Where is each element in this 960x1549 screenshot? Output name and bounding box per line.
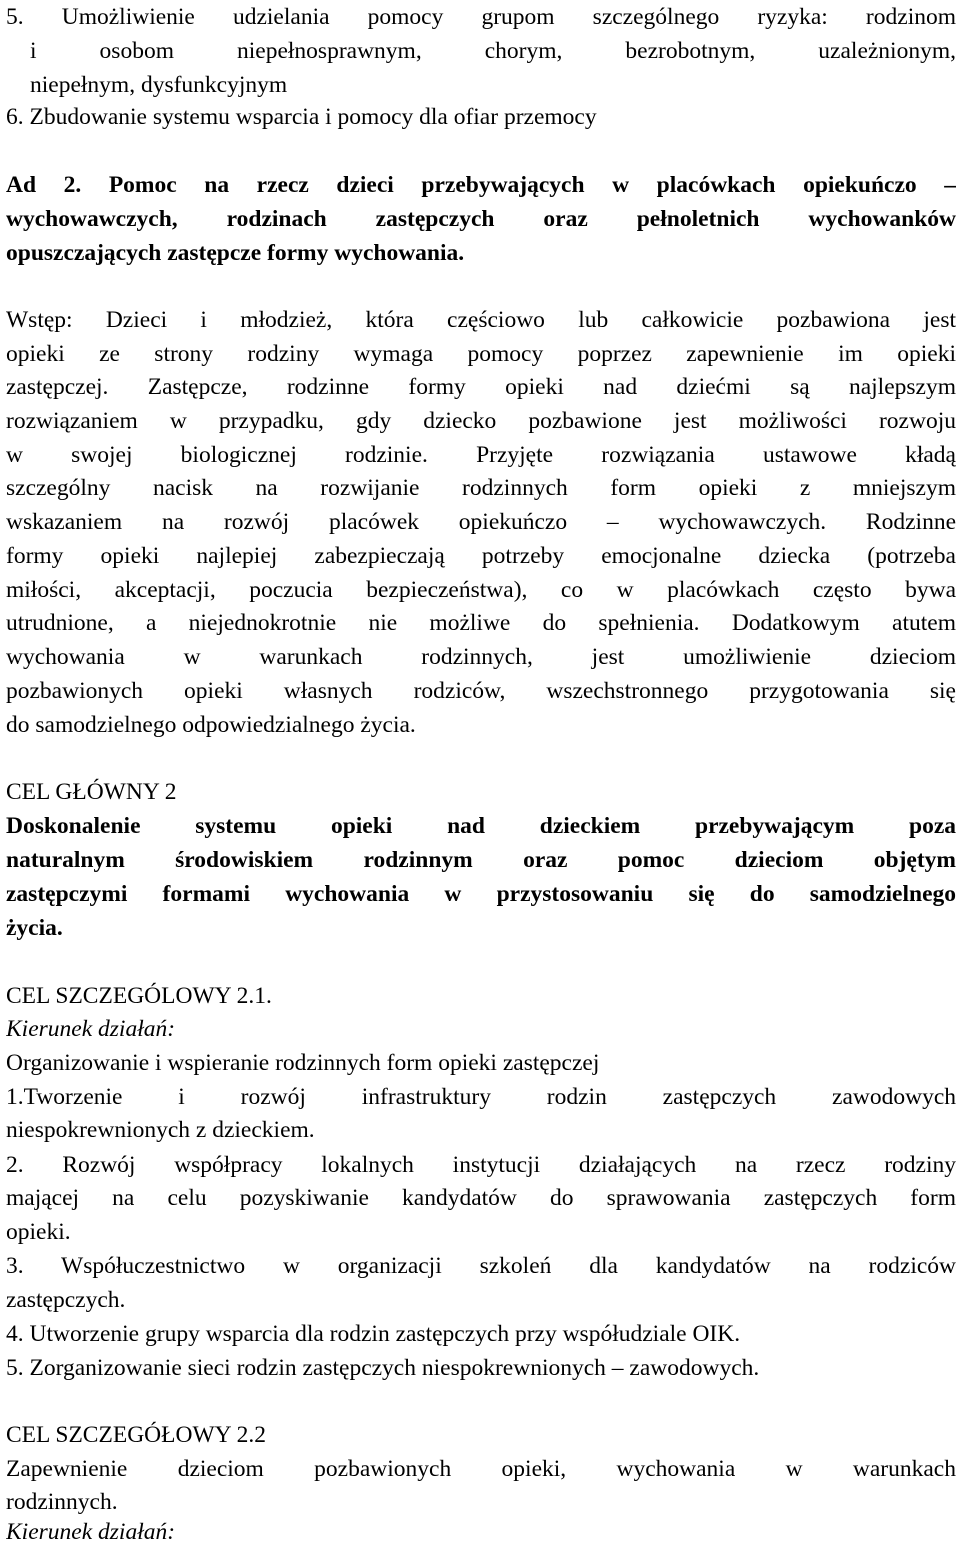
- goal-2-2-title: CEL SZCZEGÓŁOWY 2.2: [6, 1422, 266, 1448]
- goal-2-2-line-2: rodzinnych.: [6, 1489, 118, 1515]
- main-goal-line-1: Doskonalenie systemu opieki nad dzieckiem przebywającym poza: [6, 813, 956, 839]
- goal-2-2-direction-label: Kierunek działań:: [6, 1519, 176, 1545]
- list-item-5-line-3: niepełnym, dysfunkcyjnym: [30, 72, 288, 98]
- goal-2-1-line-1: Organizowanie i wspieranie rodzinnych form opieki zastępczej: [6, 1050, 600, 1076]
- intro-line-7: wskazaniem na rozwój placówek opiekuńczo – wychowawczych. Rodzinne: [6, 509, 956, 535]
- goal-2-1-line-7: 3. Współuczestnictwo w organizacji szkoleń dla kandydatów na rodziców: [6, 1253, 956, 1279]
- list-item-5-line-2: i osobom niepełnosprawnym, chorym, bezrobotnym, uzależnionym,: [30, 38, 956, 64]
- goal-2-1-line-2: 1.Tworzenie i rozwój infrastruktury rodzin zastępczych zawodowych: [6, 1084, 956, 1110]
- intro-line-4: rozwiązaniem w przypadku, gdy dziecko pozbawione jest możliwości rozwoju: [6, 408, 956, 434]
- main-goal-line-3: zastępczymi formami wychowania w przystosowaniu się do samodzielnego: [6, 881, 956, 907]
- ad2-heading-line-1: Ad 2. Pomoc na rzecz dzieci przebywających w placówkach opiekuńczo –: [6, 172, 956, 198]
- intro-line-8: formy opieki najlepiej zabezpieczają potrzeby emocjonalne dziecka (potrzeba: [6, 543, 956, 569]
- goal-2-1-line-3: niespokrewnionych z dzieckiem.: [6, 1117, 315, 1143]
- ad2-heading-line-2: wychowawczych, rodzinach zastępczych oraz pełnoletnich wychowanków: [6, 206, 956, 232]
- ad2-heading-line-3: opuszczających zastępcze formy wychowania.: [6, 240, 465, 266]
- intro-line-6: szczególny nacisk na rozwijanie rodzinnych form opieki z mniejszym: [6, 475, 956, 501]
- goal-2-1-line-8: zastępczych.: [6, 1287, 126, 1313]
- intro-line-1: Wstęp: Dzieci i młodzież, która częściowo lub całkowicie pozbawiona jest: [6, 307, 956, 333]
- intro-line-5: w swojej biologicznej rodzinie. Przyjęte rozwiązania ustawowe kładą: [6, 442, 956, 468]
- intro-line-13: do samodzielnego odpowiedzialnego życia.: [6, 712, 416, 738]
- goal-2-1-line-10: 5. Zorganizowanie sieci rodzin zastępczych niespokrewnionych – zawodowych.: [6, 1355, 760, 1381]
- main-goal-line-2: naturalnym środowiskiem rodzinnym oraz pomoc dzieciom objętym: [6, 847, 956, 873]
- intro-line-10: utrudnione, a niejednokrotnie nie możliwe do spełnienia. Dodatkowym atutem: [6, 610, 956, 636]
- goal-2-1-line-6: opieki.: [6, 1219, 71, 1245]
- list-item-5-line-1: 5. Umożliwienie udzielania pomocy grupom szczególnego ryzyka: rodzinom: [6, 4, 956, 30]
- goal-2-2-line-1: Zapewnienie dzieciom pozbawionych opieki, wychowania w warunkach: [6, 1456, 956, 1482]
- main-goal-line-4: życia.: [6, 915, 63, 941]
- intro-line-3: zastępczej. Zastępcze, rodzinne formy opieki nad dziećmi są najlepszym: [6, 374, 956, 400]
- intro-line-9: miłości, akceptacji, poczucia bezpieczeństwa), co w placówkach często bywa: [6, 577, 956, 603]
- main-goal-title: CEL GŁÓWNY 2: [6, 779, 177, 805]
- intro-line-11: wychowania w warunkach rodzinnych, jest umożliwienie dzieciom: [6, 644, 956, 670]
- goal-2-1-line-5: mającej na celu pozyskiwanie kandydatów do sprawowania zastępczych form: [6, 1185, 956, 1211]
- goal-2-1-title: CEL SZCZEGÓLOWY 2.1.: [6, 983, 272, 1009]
- list-item-6: 6. Zbudowanie systemu wsparcia i pomocy dla ofiar przemocy: [6, 104, 597, 130]
- goal-2-1-line-4: 2. Rozwój współpracy lokalnych instytucji działających na rzecz rodziny: [6, 1152, 956, 1178]
- intro-line-12: pozbawionych opieki własnych rodziców, wszechstronnego przygotowania się: [6, 678, 956, 704]
- goal-2-1-line-9: 4. Utworzenie grupy wsparcia dla rodzin zastępczych przy współudziale OIK.: [6, 1321, 741, 1347]
- intro-line-2: opieki ze strony rodziny wymaga pomocy poprzez zapewnienie im opieki: [6, 341, 956, 367]
- goal-2-1-direction-label: Kierunek działań:: [6, 1016, 176, 1042]
